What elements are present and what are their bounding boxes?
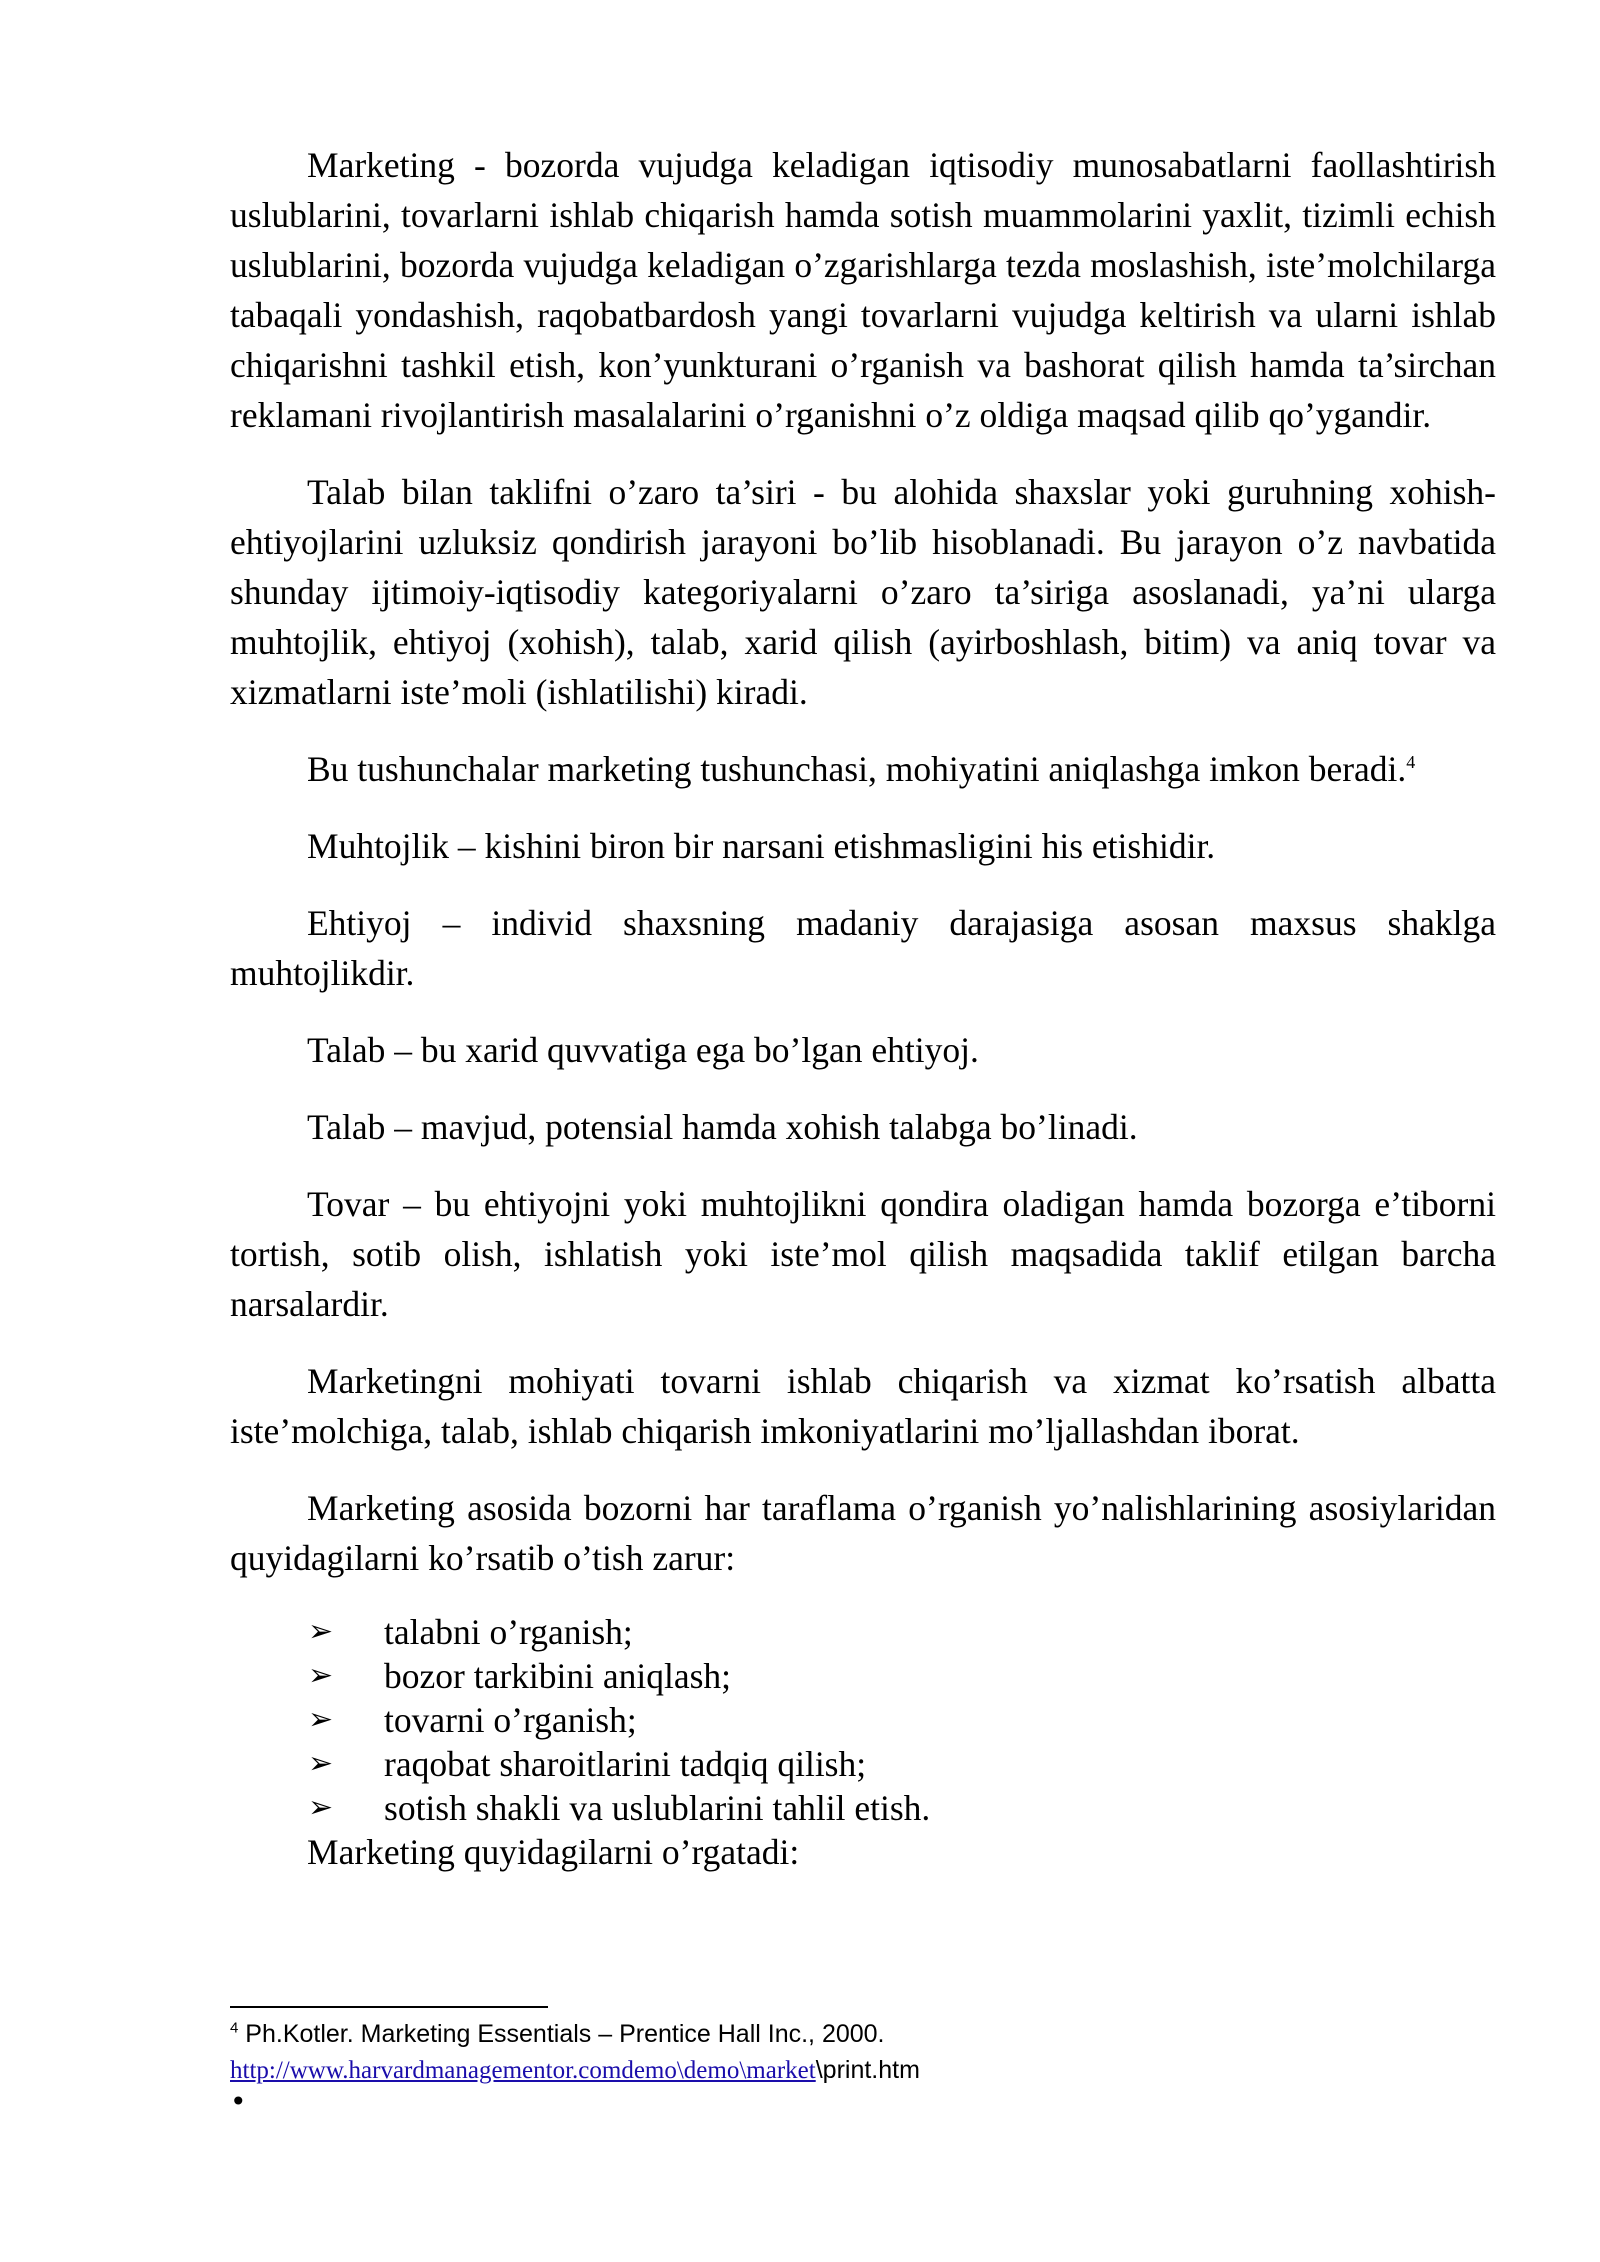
list-item-text: talabni o’rganish; (384, 1612, 633, 1652)
paragraph-need: Muhtojlik – kishini biron bir narsani etishmasligini his etishidir. (307, 826, 1216, 866)
list-item (230, 1654, 1496, 1698)
list-item-text: raqobat sharoitlarini tadqiq qilish; (384, 1744, 867, 1784)
paragraph-supply-demand: Talab bilan taklifni o’zaro ta’siri - bu alohida shaxslar yoki guruhning xohish-ehtiyojlarini uzluksiz qondirish jarayoni bo’lib hisoblanadi. Bu jarayon o’z navbatida shunday ijtimoiy-iqtisodiy kategoriyalarni o’zaro ta’siriga asoslanadi, ya’ni ularga muhtojlik, ehtiyoj (xohish), talab, xarid qilish (ayirboshlash, bitim) va aniq tovar va xizmatlarni iste’moli (ishlatilishi) kiradi. (230, 472, 1496, 712)
list-item (230, 1786, 1496, 1830)
paragraph-essence: Marketingni mohiyati tovarni ishlab chiqarish va xizmat ko’rsatish albatta iste’molchiga, talab, ishlab chiqarish imkoniyatlarini mo’ljallashdan iborat. (230, 1361, 1496, 1451)
document-body (230, 140, 1496, 1874)
list-item (230, 1742, 1496, 1786)
list-item-text: sotish shakli va uslublarini tahlil etish. (384, 1788, 931, 1828)
arrow-bullet-icon: ➢ (308, 1658, 334, 1693)
paragraph-concepts-text: Bu tushunchalar marketing tushunchasi, mohiyatini aniqlashga imkon beradi. (307, 749, 1407, 789)
footnote-number: 4 (230, 2019, 239, 2037)
list-item-text: bozor tarkibini aniqlash; (384, 1656, 732, 1696)
empty-bullet-icon: • (230, 2085, 247, 2118)
paragraph-demand: Talab – bu xarid quvvatiga ega bo’lgan ehtiyoj. (307, 1030, 979, 1070)
footnote (230, 2016, 1496, 2089)
arrow-bullet-icon: ➢ (308, 1702, 334, 1737)
paragraph-want: Ehtiyoj – individ shaxsning madaniy darajasiga asosan maxsus shaklga muhtojlikdir. (230, 903, 1496, 993)
footnote-text: Ph.Kotler. Marketing Essentials – Prentice Hall Inc., 2000. (245, 2020, 885, 2048)
list-item (230, 1698, 1496, 1742)
footnote-link-suffix: \print.htm (815, 2056, 920, 2084)
footnote-reference[interactable]: 4 (1406, 752, 1416, 773)
arrow-bullet-icon: ➢ (308, 1790, 334, 1825)
paragraph-marketing-definition: Marketing - bozorda vujudga keladigan iqtisodiy munosabatlarni faollashtirish uslublarini, tovarlarni ishlab chiqarish hamda sotish muammolarini yaxlit, tizimli echish uslublarini, bozorda vujudga keladigan o’zgarishlarga tezda moslashish, iste’molchilarga tabaqali yondashish, raqobatbardosh yangi tovarlarni vujudga keltirish va ularni ishlab chiqarishni tashkil etish, kon’yunkturani o’rganish va bashorat qilish hamda ta’sirchan reklamani rivojlantirish masalalarini o’rganishni o’z oldiga maqsad qilib qo’ygandir. (230, 145, 1496, 435)
list-item-text: tovarni o’rganish; (384, 1700, 637, 1740)
research-directions-list (230, 1610, 1496, 1830)
footnote-separator (230, 2006, 548, 2008)
arrow-bullet-icon: ➢ (308, 1614, 334, 1649)
paragraph-marketing-teaches: Marketing quyidagilarni o’rgatadi: (307, 1832, 800, 1872)
list-item (230, 1610, 1496, 1654)
paragraph-demand-types: Talab – mavjud, potensial hamda xohish talabga bo’linadi. (307, 1107, 1138, 1147)
arrow-bullet-icon: ➢ (308, 1746, 334, 1781)
paragraph-research-directions: Marketing asosida bozorni har taraflama o’rganish yo’nalishlarining asosiylaridan quyidagilarni ko’rsatib o’tish zarur: (230, 1488, 1496, 1578)
footnote-link[interactable]: http://www.harvardmanagementor.comdemo\demo\market (230, 2057, 816, 2084)
paragraph-concepts (230, 744, 1496, 794)
paragraph-product: Tovar – bu ehtiyojni yoki muhtojlikni qondira oladigan hamda bozorga e’tiborni tortish, sotib olish, ishlatish yoki iste’mol qilish maqsadida taklif etilgan barcha narsalardir. (230, 1184, 1496, 1324)
